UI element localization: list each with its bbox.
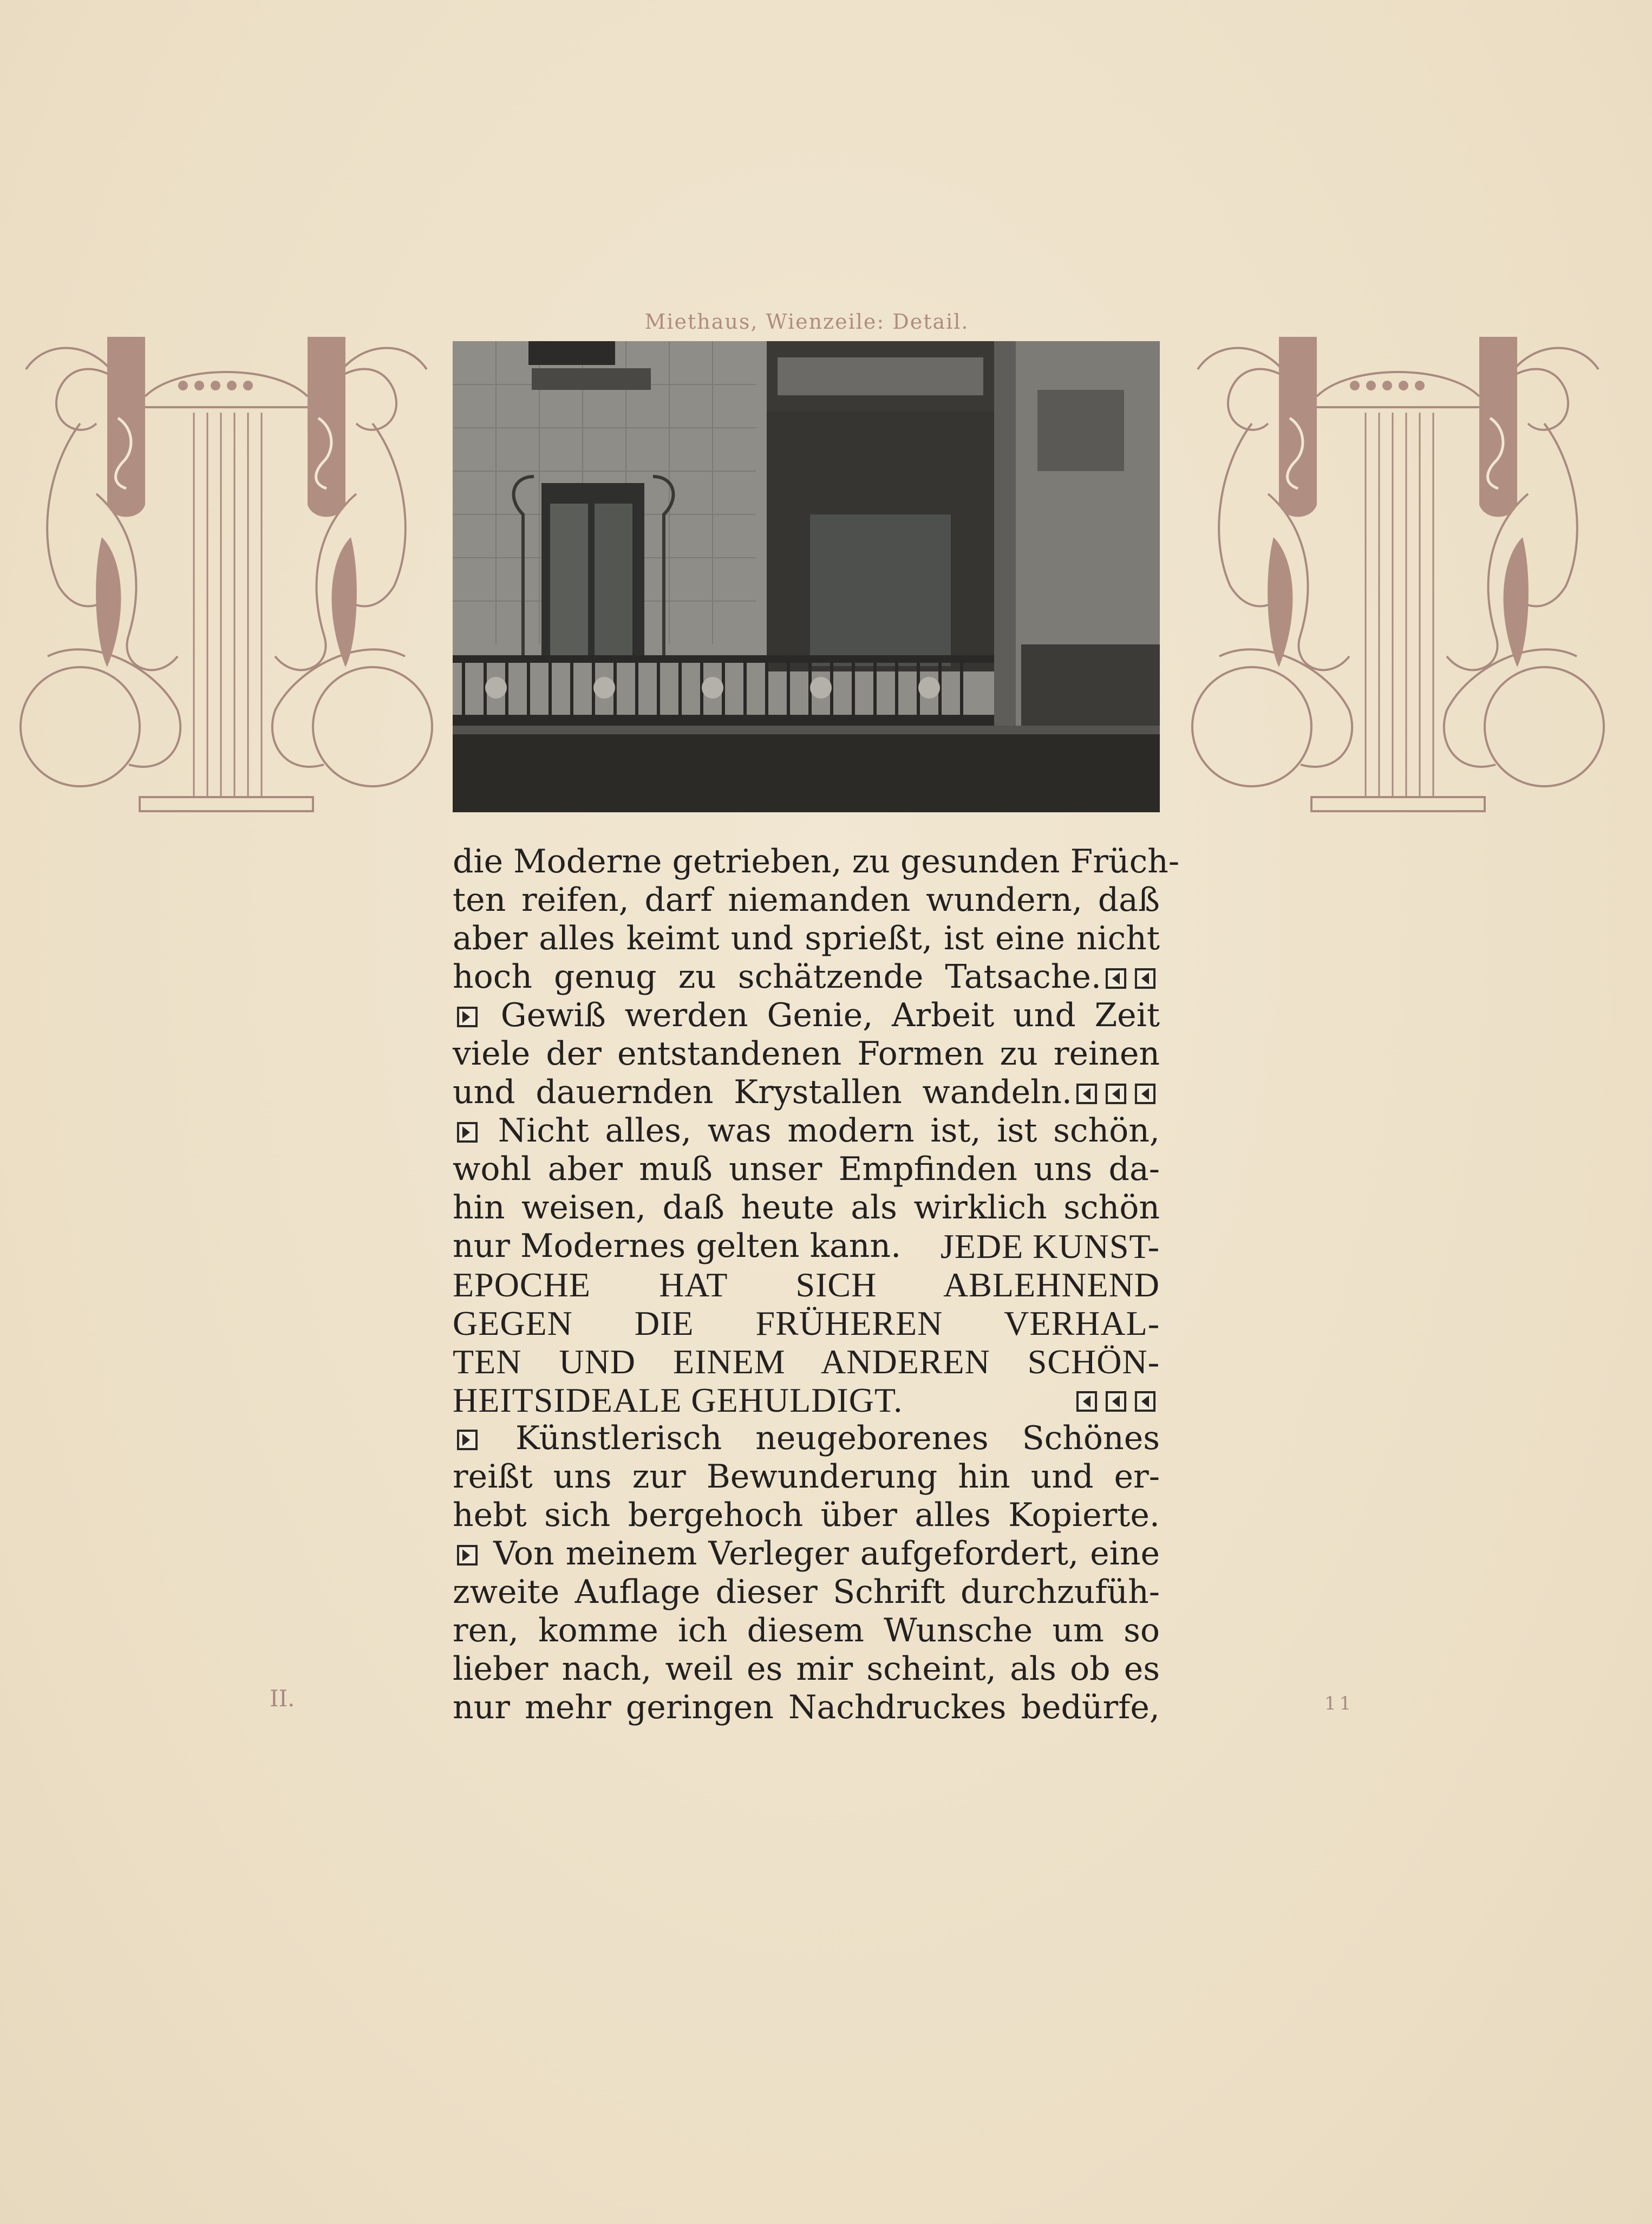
paragraph-mark-icon [1106, 1391, 1126, 1412]
text-line: ten reifen, darf niemanden wundern, daß [453, 881, 1160, 919]
paragraph-mark-icon [1135, 1084, 1155, 1104]
paragraph-mark-icon [1135, 1391, 1155, 1412]
text-line-content: und dauernden Krystallen wandeln. [453, 1073, 1072, 1111]
text-line: zweite Auflage dieser Schrift durchzufüh- [453, 1573, 1160, 1611]
paragraph-mark-icon [1076, 1391, 1097, 1412]
text-line: aber alles keimt und sprießt, ist eine nicht [453, 919, 1160, 957]
text-line: viele der entstandenen Formen zu reinen [453, 1035, 1160, 1073]
paragraph-mark-icon [1135, 968, 1155, 989]
text-line-caps: EPOCHE HAT SICH ABLEHNEND [453, 1266, 1160, 1304]
text-line: hin weisen, daß heute als wirklich schön [453, 1189, 1160, 1227]
text-line: die Moderne getrieben, zu gesunden Früch- [453, 843, 1180, 881]
text-line-content: Von meinem Verleger aufgefordert, eine [493, 1535, 1160, 1573]
facade-photo [453, 341, 1160, 812]
folio-left: II. [270, 1685, 295, 1712]
text-line: hebt sich bergehoch über alles Kopierte. [453, 1496, 1160, 1534]
text-line [453, 958, 1160, 996]
text-line [453, 1381, 1160, 1419]
text-line-content: nur Modernes gelten kann. [453, 1227, 902, 1265]
text-line-caps: TEN UND EINEM ANDEREN SCHÖN- [453, 1342, 1160, 1381]
text-line [453, 1227, 1160, 1266]
text-line: wohl aber muß unser Empfinden uns da- [453, 1150, 1160, 1188]
text-line-content: Gewiß werden Genie, Arbeit und Zeit [500, 996, 1160, 1034]
folio-right: 11 [1324, 1693, 1355, 1714]
paragraph-mark-icon [457, 1430, 478, 1450]
text-line-caps: JEDE KUNST- [940, 1227, 1160, 1266]
text-line: reißt uns zur Bewunderung hin und er- [453, 1458, 1160, 1496]
text-line [453, 1419, 1160, 1458]
text-line [453, 1535, 1160, 1573]
paragraph-mark-icon [1106, 1084, 1126, 1104]
text-line-caps: HEITSIDEALE GEHULDIGT. [453, 1381, 903, 1419]
text-line-content: Nicht alles, was modern ist, ist schön, [498, 1112, 1160, 1150]
text-line: lieber nach, weil es mir scheint, als ob es [453, 1650, 1160, 1688]
paragraph-mark-icon [1076, 1084, 1097, 1104]
paragraph-mark-icon [457, 1122, 478, 1143]
text-line: ren, komme ich diesem Wunsche um so [453, 1612, 1160, 1649]
text-line [453, 1112, 1160, 1150]
lyre-ornament-icon [15, 331, 438, 819]
body-text [453, 843, 1180, 1727]
text-line [453, 1073, 1160, 1112]
paragraph-mark-icon [457, 1545, 478, 1566]
text-line: nur mehr geringen Nachdruckes bedürfe, [453, 1688, 1160, 1726]
photo-caption: Miethaus, Wienzeile: Detail. [644, 310, 969, 334]
paragraph-mark-icon [1106, 968, 1126, 989]
lyre-ornament-icon [1187, 331, 1609, 819]
text-line-caps: GEGEN DIE FRÜHEREN VERHAL- [453, 1304, 1160, 1342]
paragraph-mark-icon [457, 1007, 478, 1027]
text-line-content: Künstlerisch neugeborenes Schönes [515, 1419, 1160, 1457]
text-line-content: hoch genug zu schätzende Tatsache. [453, 958, 1101, 996]
text-line [453, 996, 1160, 1035]
